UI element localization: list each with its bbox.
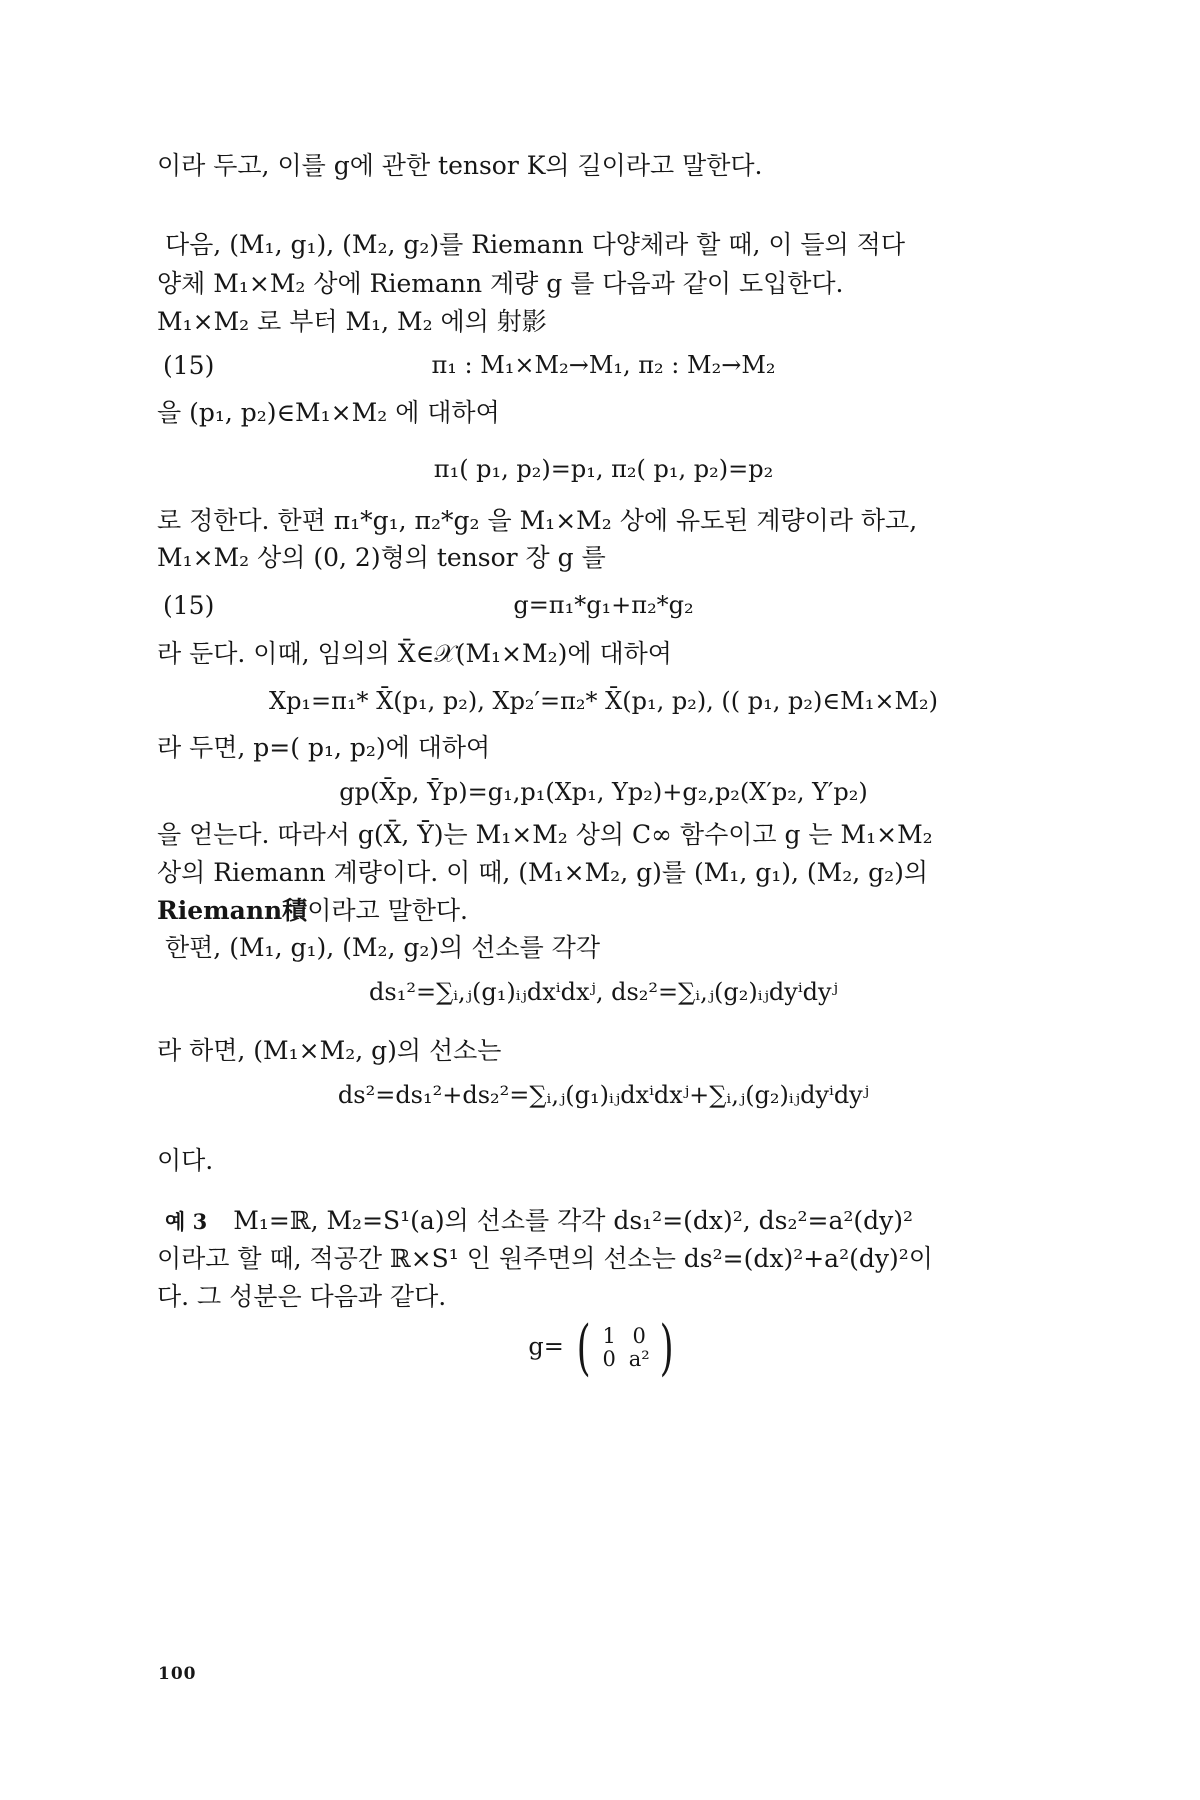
- text-line: 을 (p₁, p₂)∈M₁×M₂ 에 대하여: [157, 398, 500, 427]
- equation-formula: π₁ : M₁×M₂→M₁, π₂ : M₂→M₂: [431, 351, 776, 379]
- text-line: 라 둔다. 이때, 임의의 X̄∈𝒳(M₁×M₂)에 대하여: [157, 639, 672, 668]
- text-line: 로 정한다. 한편 π₁*g₁, π₂*g₂ 을 M₁×M₂ 상에 유도된 계량이라 하고,: [157, 506, 918, 535]
- matrix-body: [595, 1326, 655, 1370]
- text-line: [157, 898, 1050, 923]
- text-fragment: 이라고 말한다.: [307, 896, 468, 925]
- equation: Xp₁=π₁* X̄(p₁, p₂), Xp₂′=π₂* X̄(p₁, p₂), (( p₁, p₂)∈M₁×M₂): [268, 687, 939, 715]
- text-line: 라 하면, (M₁×M₂, g)의 선소는: [157, 1036, 502, 1065]
- equation: π₁( p₁, p₂)=p₁, π₂( p₁, p₂)=p₂: [433, 455, 774, 483]
- equation-number: (15): [163, 591, 215, 620]
- bold-term: Riemann積: [157, 896, 308, 925]
- text-line: 다음, (M₁, g₁), (M₂, g₂)를 Riemann 다양체라 할 때, 이 들의 적다: [165, 230, 905, 259]
- right-paren: ): [659, 1313, 674, 1383]
- example-label: 예 3: [165, 1209, 208, 1234]
- equation: gp(X̄p, Ȳp)=g₁,p₁(Xp₁, Yp₂)+g₂,p₂(X′p₂, Y′p₂): [339, 778, 868, 806]
- text-line: 한편, (M₁, g₁), (M₂, g₂)의 선소를 각각: [165, 933, 600, 962]
- matrix-cell: 1: [602, 1324, 616, 1348]
- page-number: 100: [158, 1664, 197, 1684]
- equation-15b: [157, 591, 1050, 620]
- text-line: M₁×M₂ 로 부터 M₁, M₂ 에의 射影: [157, 307, 547, 336]
- equation-formula: g=π₁*g₁+π₂*g₂: [513, 591, 694, 619]
- text-line: 다. 그 성분은 다음과 같다.: [157, 1282, 447, 1311]
- text-line: 상의 Riemann 계량이다. 이 때, (M₁×M₂, g)를 (M₁, g₁), (M₂, g₂)의: [157, 858, 929, 887]
- equation: ds²=ds₁²+ds₂²=∑ᵢ,ⱼ(g₁)ᵢⱼdxⁱdxʲ+∑ᵢ,ⱼ(g₂)ᵢⱼdyⁱdyʲ: [337, 1081, 870, 1109]
- example-line: [165, 1208, 1050, 1233]
- text-line: 이라고 할 때, 적공간 ℝ×S¹ 인 원주면의 선소는 ds²=(dx)²+a²(dy)²이: [157, 1244, 933, 1273]
- equation-number: (15): [163, 351, 215, 380]
- text-line: 이다.: [157, 1146, 214, 1175]
- left-paren: (: [576, 1313, 591, 1383]
- text-line: 양체 M₁×M₂ 상에 Riemann 계량 g 를 다음과 같이 도입한다.: [157, 269, 844, 298]
- text-fragment: M₁=ℝ, M₂=S¹(a)의 선소를 각각 ds₁²=(dx)², ds₂²=a²(dy)²: [233, 1206, 914, 1235]
- text-line: 이라 두고, 이를 g에 관한 tensor K의 길이라고 말한다.: [157, 151, 763, 180]
- text-line: 라 두면, p=( p₁, p₂)에 대하여: [157, 733, 491, 762]
- equation-15a: [157, 351, 1050, 380]
- matrix: [572, 1313, 679, 1383]
- matrix-cell: a²: [628, 1347, 650, 1371]
- matrix-equation: [157, 1313, 1050, 1383]
- text-line: 을 얻는다. 따라서 g(X̄, Ȳ)는 M₁×M₂ 상의 C∞ 함수이고 g 는 M₁×M₂: [157, 820, 933, 849]
- matrix-cell: 0: [632, 1324, 646, 1348]
- equation: ds₁²=∑ᵢ,ⱼ(g₁)ᵢⱼdxⁱdxʲ, ds₂²=∑ᵢ,ⱼ(g₂)ᵢⱼdyⁱdyʲ: [369, 978, 838, 1006]
- matrix-cell: 0: [602, 1347, 616, 1371]
- text-line: M₁×M₂ 상의 (0, 2)형의 tensor 장 g 를: [157, 543, 606, 572]
- matrix-lhs: g=: [528, 1332, 564, 1361]
